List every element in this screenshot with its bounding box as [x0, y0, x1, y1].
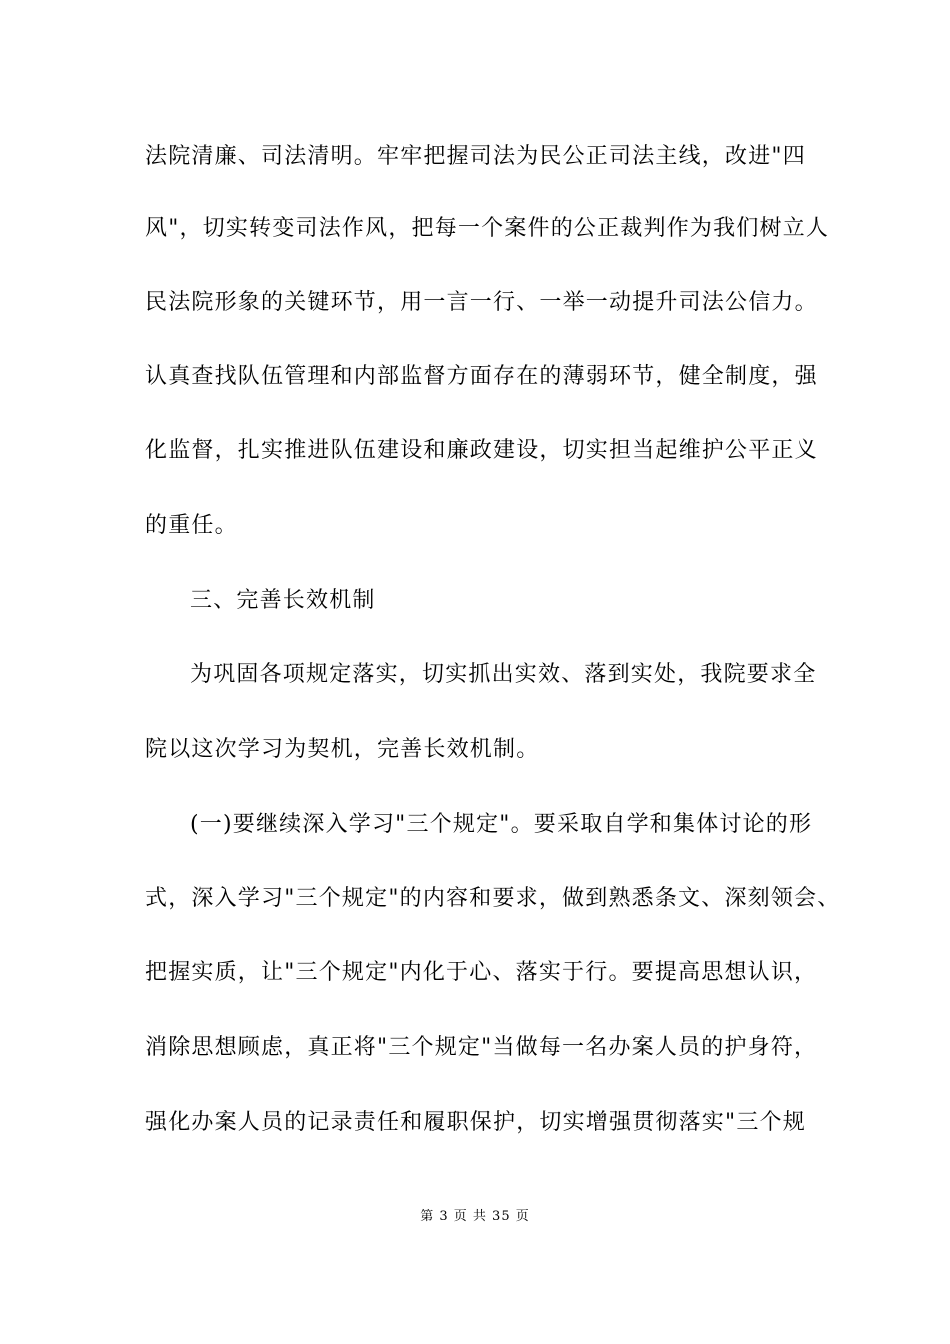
paragraph-line: 法院清廉、司法清明。牢牢把握司法为民公正司法主线，改进"四 [145, 144, 806, 169]
paragraph-line: 强化办案人员的记录责任和履职保护，切实增强贯彻落实"三个规 [145, 1110, 806, 1135]
paragraph-line: 民法院形象的关键环节，用一言一行、一举一动提升司法公信力。 [145, 290, 818, 315]
paragraph-line: 消除思想顾虑，真正将"三个规定"当做每一名办案人员的护身符， [145, 1035, 818, 1060]
paragraph-line: 风"，切实转变司法作风，把每一个案件的公正裁判作为我们树立人 [145, 216, 830, 241]
paragraph-line: 式，深入学习"三个规定"的内容和要求，做到熟悉条文、深刻领会、 [145, 886, 841, 911]
paragraph-line: 认真查找队伍管理和内部监督方面存在的薄弱环节，健全制度，强 [145, 364, 818, 389]
paragraph-line: (一)要继续深入学习"三个规定"。要采取自学和集体讨论的形 [190, 812, 813, 837]
paragraph-line: 为巩固各项规定落实，切实抓出实效、落到实处，我院要求全 [190, 662, 817, 687]
section-heading: 三、完善长效机制 [190, 588, 376, 613]
page-number: 第 3 页 共 35 页 [420, 1209, 530, 1224]
paragraph-line: 院以这次学习为契机，完善长效机制。 [145, 737, 540, 762]
paragraph-line: 化监督，扎实推进队伍建设和廉政建设，切实担当起维护公平正义 [145, 438, 818, 463]
paragraph-line: 的重任。 [145, 513, 238, 538]
paragraph-line: 把握实质，让"三个规定"内化于心、落实于行。要提高思想认识， [145, 960, 818, 985]
